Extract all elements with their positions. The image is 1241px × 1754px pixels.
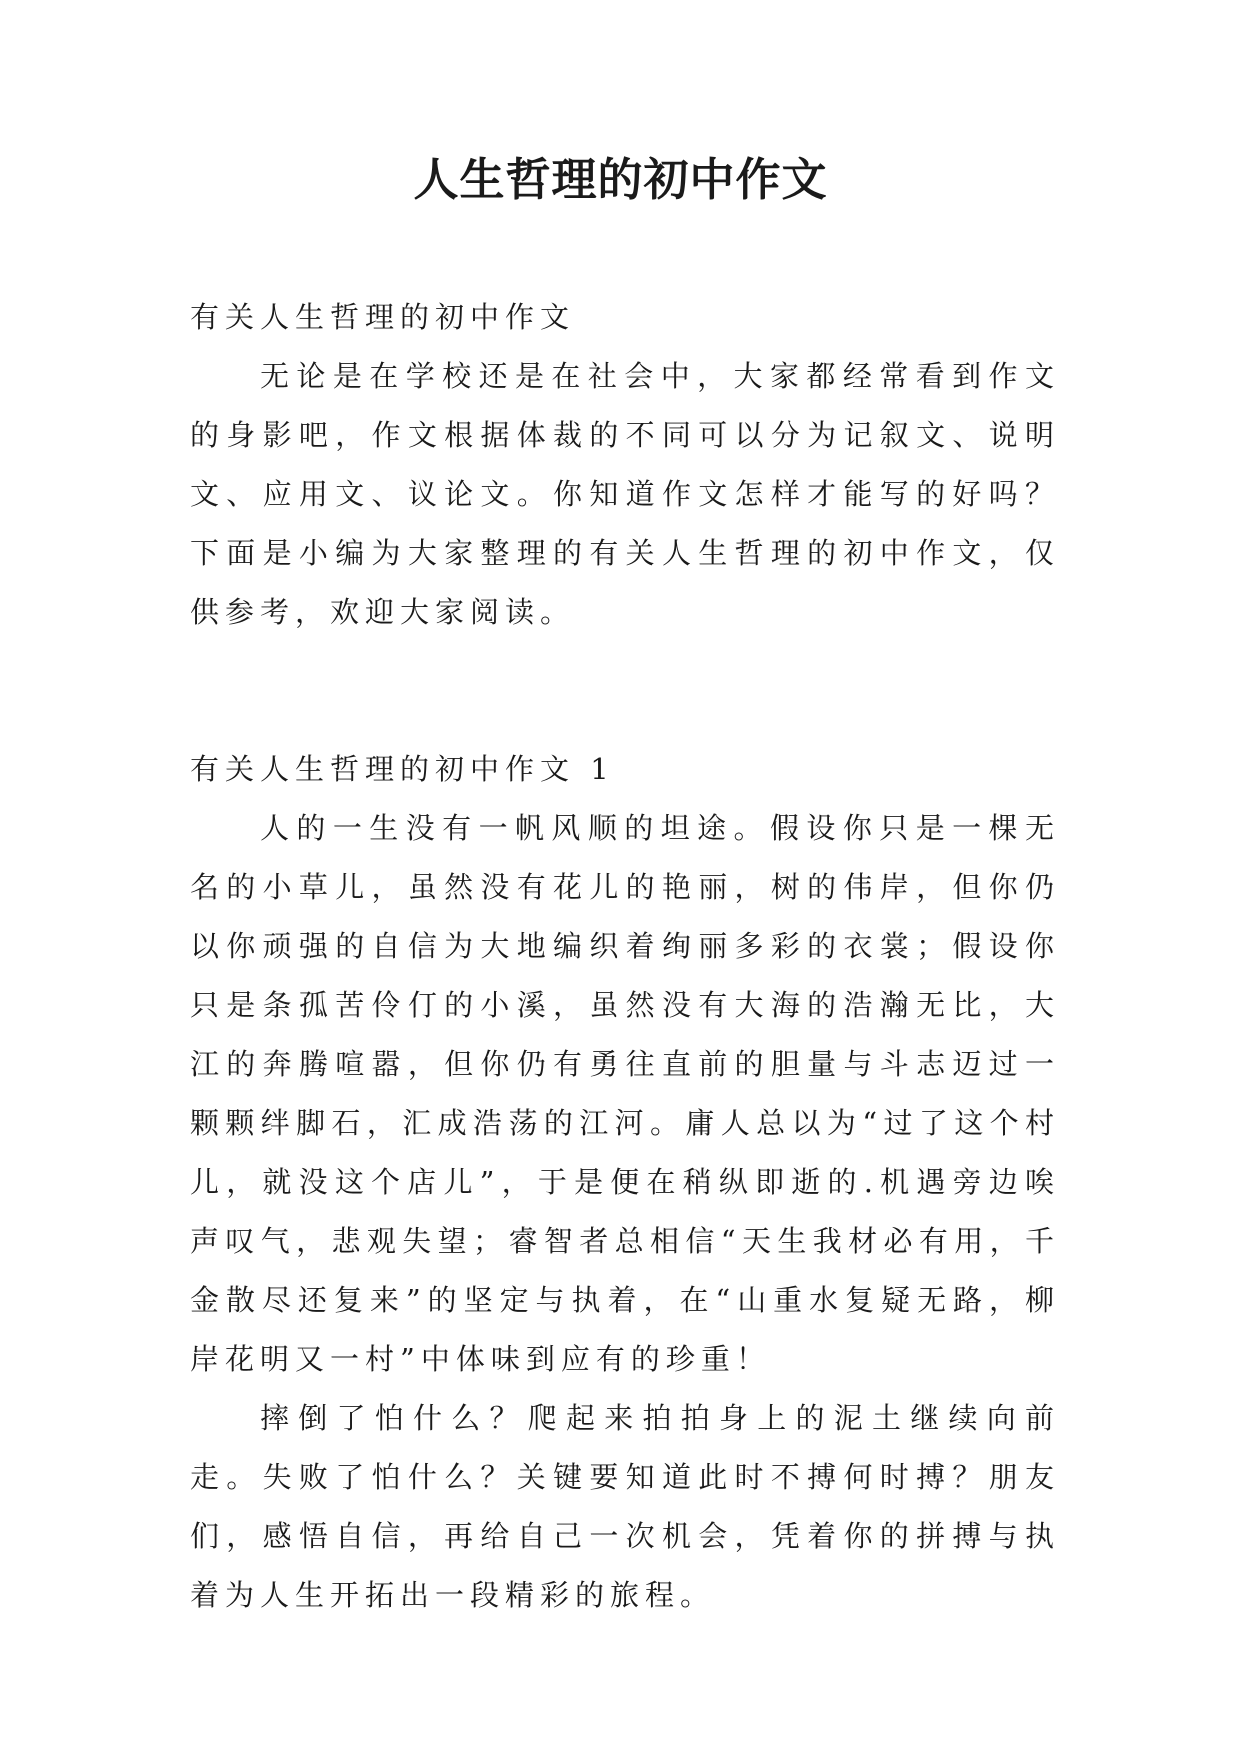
intro-paragraph: 无论是在学校还是在社会中，大家都经常看到作文的身影吧，作文根据体裁的不同可以分为记叙文、说明文、应用文、议论文。你知道作文怎样才能写的好吗？下面是小编为大家整理的有关人生哲理的初中作文，仅供参考，欢迎大家阅读。 <box>190 359 1060 629</box>
section-paragraph: 人的一生没有一帆风顺的坦途。假设你只是一棵无名的小草儿，虽然没有花儿的艳丽，树的伟岸，但你仍以你顽强的自信为大地编织着绚丽多彩的衣裳；假设你只是条孤苦伶仃的小溪，虽然没有大海的浩瀚无比，大江的奔腾喧嚣，但你仍有勇往直前的胆量与斗志迈过一颗颗绊脚石，汇成浩荡的江河。庸人总以为“过了这个村儿，就没这个店儿”，于是便在稍纵即逝的.机遇旁边唉声叹气，悲观失望；睿智者总相信“天生我材必有用，千金散尽还复来”的坚定与执着，在“山重水复疑无路，柳岸花明又一村”中体味到应有的珍重！ <box>190 811 1060 1376</box>
section-heading: 有关人生哲理的初中作文 1 <box>190 752 615 786</box>
intro-heading: 有关人生哲理的初中作文 <box>190 300 576 334</box>
document-title: 人生哲理的初中作文 <box>413 153 828 206</box>
section-spacer <box>190 642 1060 740</box>
document-body <box>190 288 1060 1625</box>
section-paragraph: 摔倒了怕什么？爬起来拍拍身上的泥土继续向前走。失败了怕什么？关键要知道此时不搏何时搏？朋友们，感悟自信，再给自己一次机会，凭着你的拼搏与执着为人生开拓出一段精彩的旅程。 <box>190 1401 1060 1612</box>
